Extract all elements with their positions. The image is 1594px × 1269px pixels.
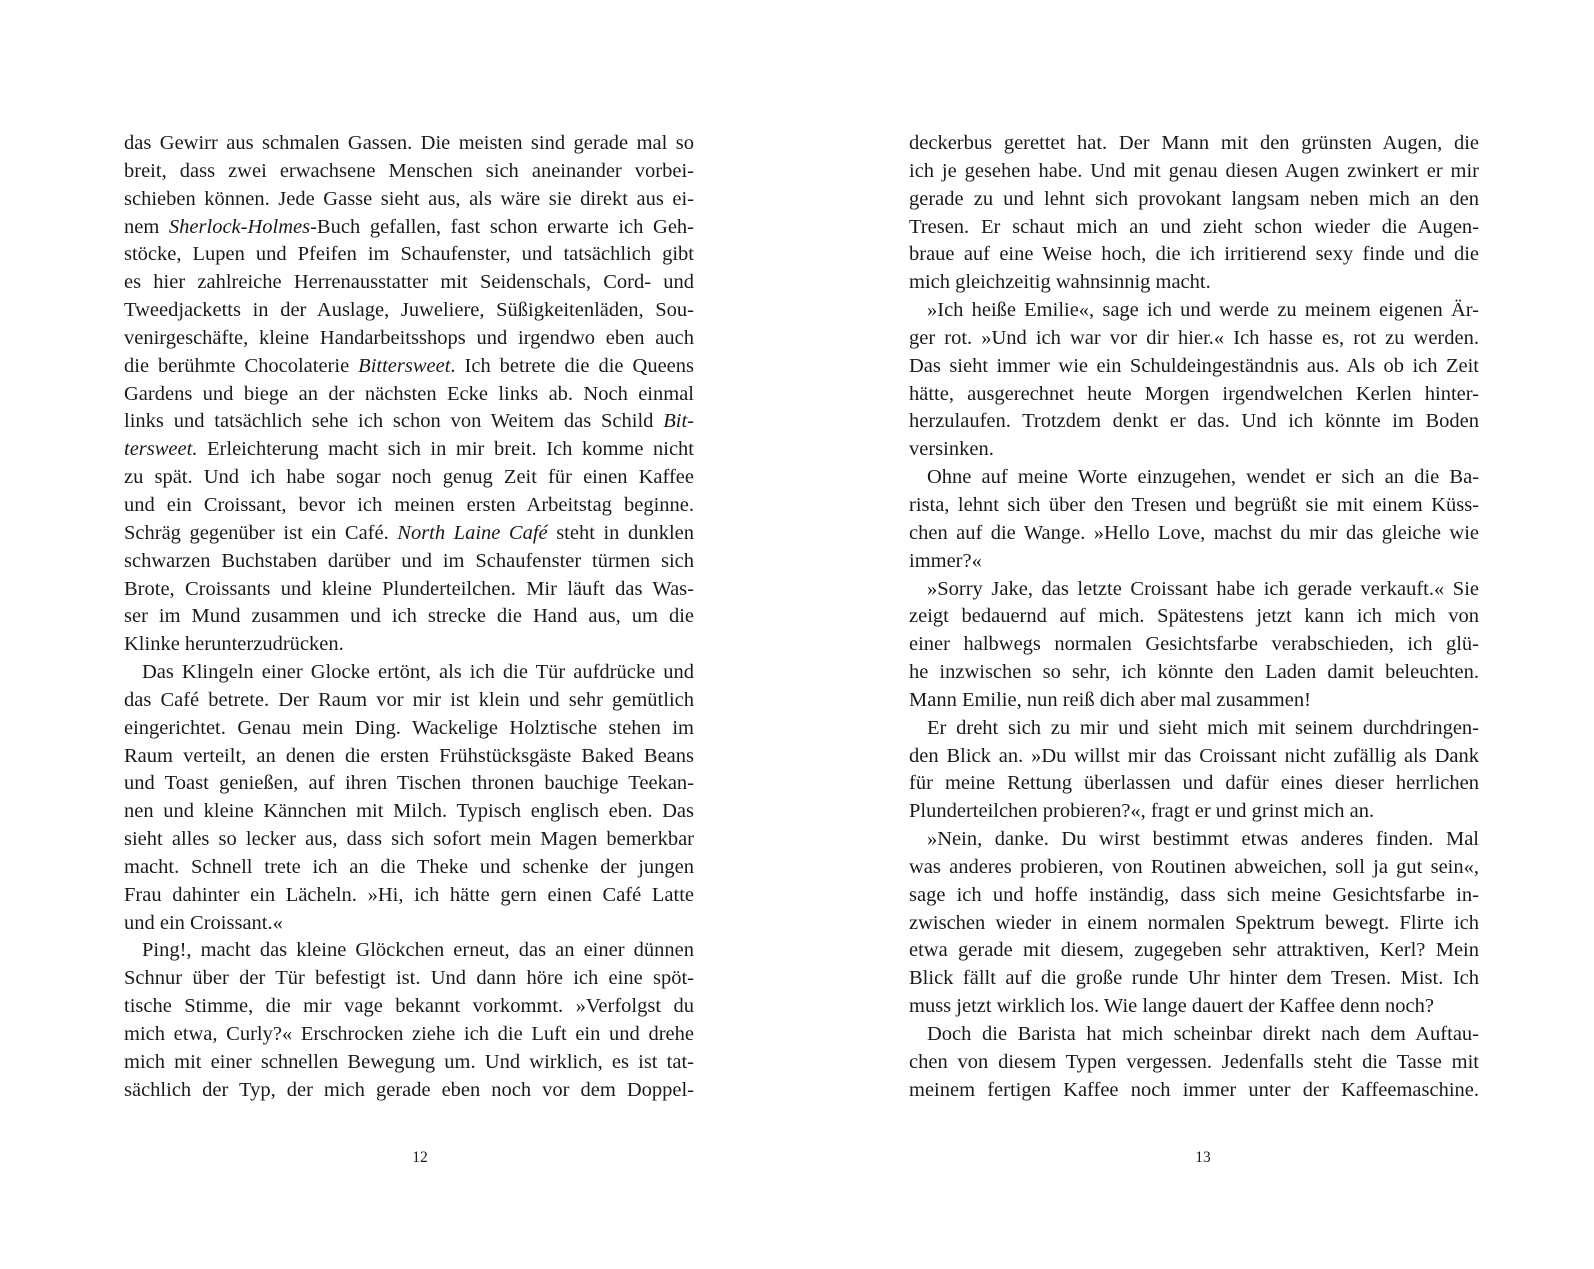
text-line: breit, dass zwei erwachsene Menschen sich aneinander vorbei-	[124, 159, 694, 182]
text-line: zeigt bedauernd auf mich. Spätestens jetzt kann ich mich von	[909, 605, 1479, 628]
text-line: chen von diesem Typen vergessen. Jedenfalls steht die Tasse mit	[909, 1050, 1479, 1073]
text-line: es hier zahlreiche Herrenausstatter mit Seidenschals, Cord- und	[124, 271, 694, 294]
text-line: braue auf eine Weise hoch, die ich irritierend sexy finde und die	[909, 243, 1479, 266]
text-line: Doch die Barista hat mich scheinbar direkt nach dem Auftau-	[927, 1023, 1479, 1045]
text-line: und ein Croissant.«	[124, 911, 283, 934]
text-line: rista, lehnt sich über den Tresen und begrüßt sie mit einem Küss-	[909, 493, 1479, 516]
text-line: zwischen wieder in einem normalen Spektrum bewegt. Flirte ich	[909, 911, 1479, 934]
text-line: ser im Mund zusammen und ich strecke die Hand aus, um die	[124, 605, 694, 628]
text-line: Raum verteilt, an denen die ersten Frühstücksgäste Baked Beans	[124, 744, 694, 767]
text-line: Brote, Croissants und kleine Plunderteilchen. Mir läuft das Was-	[124, 577, 694, 600]
text-line: Gardens und biege an der nächsten Ecke links ab. Noch einmal	[124, 382, 694, 405]
text-line: zu spät. Und ich habe sogar noch genug Zeit für einen Kaffee	[124, 466, 694, 489]
text-line: Schnur über der Tür befestigt ist. Und dann höre ich eine spöt-	[124, 967, 694, 990]
italic-title: tersweet.	[124, 438, 198, 461]
left-page-number: 12	[412, 1149, 428, 1166]
text-line: mich gleichzeitig wahnsinnig macht.	[909, 271, 1211, 294]
text-line: herzulaufen. Trotzdem denkt er das. Und ich könnte im Boden	[909, 410, 1479, 433]
text-line: schwarzen Buchstaben darüber und im Schaufenster türmen sich	[124, 549, 694, 572]
text-line: gerade zu und lehnt sich provokant langsam neben mich an den	[909, 187, 1479, 210]
text-line: etwa gerade mit diesem, zugegeben sehr attraktiven, Kerl? Mein	[909, 939, 1479, 962]
text-line: Er dreht sich zu mir und sieht mich mit seinem durchdringen-	[927, 716, 1479, 739]
text-line: venirgeschäfte, kleine Handarbeitsshops und irgendwo eben auch	[124, 326, 694, 349]
text-line: was anderes probieren, von Routinen abweichen, soll ja gut sein«,	[909, 855, 1479, 878]
text-line: mich etwa, Curly?« Erschrocken ziehe ich die Luft ein und drehe	[124, 1023, 694, 1045]
text-line: das Café betrete. Der Raum vor mir ist klein und sehr gemütlich	[124, 688, 694, 711]
text-line: den Blick an. »Du willst mir das Croissant nicht zufällig als Dank	[909, 744, 1479, 767]
text-line: immer?«	[909, 549, 982, 572]
text-line: für meine Rettung überlassen und dafür eines dieser herrlichen	[909, 772, 1479, 795]
text-line: Schräg gegenüber ist ein Café. North Laine Café steht in dunklen	[124, 521, 694, 544]
right-page-number: 13	[1195, 1149, 1211, 1166]
text-line: Ohne auf meine Worte einzugehen, wendet er sich an die Ba-	[927, 466, 1479, 489]
text-line: Das sieht immer wie ein Schuldeingeständnis aus. Als ob ich Zeit	[909, 354, 1479, 377]
text-line: tische Stimme, die mir vage bekannt vorkommt. »Verfolgst du	[124, 995, 694, 1018]
text-line: meinem fertigen Kaffee noch immer unter der Kaffeemaschine.	[909, 1078, 1479, 1101]
text-line: Plunderteilchen probieren?«, fragt er und grinst mich an.	[909, 800, 1375, 823]
right-page-text	[909, 130, 1479, 1105]
text-line: Das Klingeln einer Glocke ertönt, als ich die Tür aufdrücke und	[142, 661, 694, 684]
text-line: »Sorry Jake, das letzte Croissant habe ich gerade verkauft.« Sie	[927, 577, 1479, 600]
italic-title: Sherlock-Holmes	[168, 215, 311, 238]
text-line: he inzwischen so sehr, ich könnte den Laden damit beleuchten.	[909, 661, 1479, 684]
italic-title: Bittersweet	[358, 354, 451, 377]
text-line: und Toast genießen, auf ihren Tischen thronen bauchige Teekan-	[124, 772, 694, 795]
text-line: eingerichtet. Genau mein Ding. Wackelige Holztische stehen im	[124, 716, 694, 739]
text-line: schieben können. Jede Gasse sieht aus, als wäre sie direkt aus ei-	[124, 187, 694, 210]
text-line: muss jetzt wirklich los. Wie lange dauert der Kaffee denn noch?	[909, 995, 1434, 1018]
left-page-text	[124, 130, 694, 1105]
text-line: einer halbwegs normalen Gesichtsfarbe verabschieden, ich glü-	[909, 633, 1479, 656]
text-line: tersweet. Erleichterung macht sich in mir breit. Ich komme nicht	[124, 438, 694, 461]
text-line: sieht alles so lecker aus, dass sich sofort mein Magen bemerkbar	[124, 828, 694, 851]
text-line: Tresen. Er schaut mich an und zieht schon wieder die Augen-	[909, 215, 1479, 238]
text-line: deckerbus gerettet hat. Der Mann mit den grünsten Augen, die	[909, 132, 1479, 154]
text-line: Frau dahinter ein Lächeln. »Hi, ich hätte gern einen Café Latte	[124, 883, 694, 906]
text-line: macht. Schnell trete ich an die Theke und schenke der jungen	[124, 855, 694, 878]
italic-title: North Laine Café	[397, 521, 548, 544]
text-line: chen auf die Wange. »Hello Love, machst du mir das gleiche wie	[909, 521, 1479, 544]
text-line: das Gewirr aus schmalen Gassen. Die meisten sind gerade mal so	[124, 132, 694, 154]
text-line: »Nein, danke. Du wirst bestimmt etwas anderes finden. Mal	[927, 828, 1479, 851]
text-line: »Ich heiße Emilie«, sage ich und werde zu meinem eigenen Är-	[927, 299, 1479, 322]
text-line: versinken.	[909, 438, 994, 461]
text-line: sächlich der Typ, der mich gerade eben noch vor dem Doppel-	[124, 1078, 694, 1101]
text-line: ger rot. »Und ich war vor dir hier.« Ich hasse es, rot zu werden.	[909, 326, 1479, 349]
text-line: nem Sherlock-Holmes-Buch gefallen, fast schon erwarte ich Geh-	[124, 215, 694, 238]
text-line: mich mit einer schnellen Bewegung um. Und wirklich, es ist tat-	[124, 1050, 694, 1073]
text-line: stöcke, Lupen und Pfeifen im Schaufenster, und tatsächlich gibt	[124, 243, 694, 266]
text-line: Blick fällt auf die große runde Uhr hinter dem Tresen. Mist. Ich	[909, 967, 1479, 990]
text-line: Tweedjacketts in der Auslage, Juweliere, Süßigkeitenläden, Sou-	[124, 299, 694, 322]
text-line: die berühmte Chocolaterie Bittersweet. Ich betrete die die Queens	[124, 354, 694, 377]
text-line: sage ich und hoffe inständig, dass sich meine Gesichtsfarbe in-	[909, 883, 1479, 906]
text-line: Klinke herunterzudrücken.	[124, 633, 344, 656]
text-line: ich je gesehen habe. Und mit genau diesen Augen zwinkert er mir	[909, 159, 1479, 182]
text-line: links und tatsächlich sehe ich schon von Weitem das Schild Bit-	[124, 410, 694, 433]
text-line: Mann Emilie, nun reiß dich aber mal zusammen!	[909, 688, 1311, 711]
text-line: und ein Croissant, bevor ich meinen ersten Arbeitstag beginne.	[124, 493, 694, 516]
text-line: Ping!, macht das kleine Glöckchen erneut, das an einer dünnen	[142, 939, 694, 962]
text-line: hätte, ausgerechnet heute Morgen irgendwelchen Kerlen hinter-	[909, 382, 1479, 405]
italic-title: Bit-	[663, 410, 694, 433]
text-line: nen und kleine Kännchen mit Milch. Typisch englisch eben. Das	[124, 800, 694, 823]
